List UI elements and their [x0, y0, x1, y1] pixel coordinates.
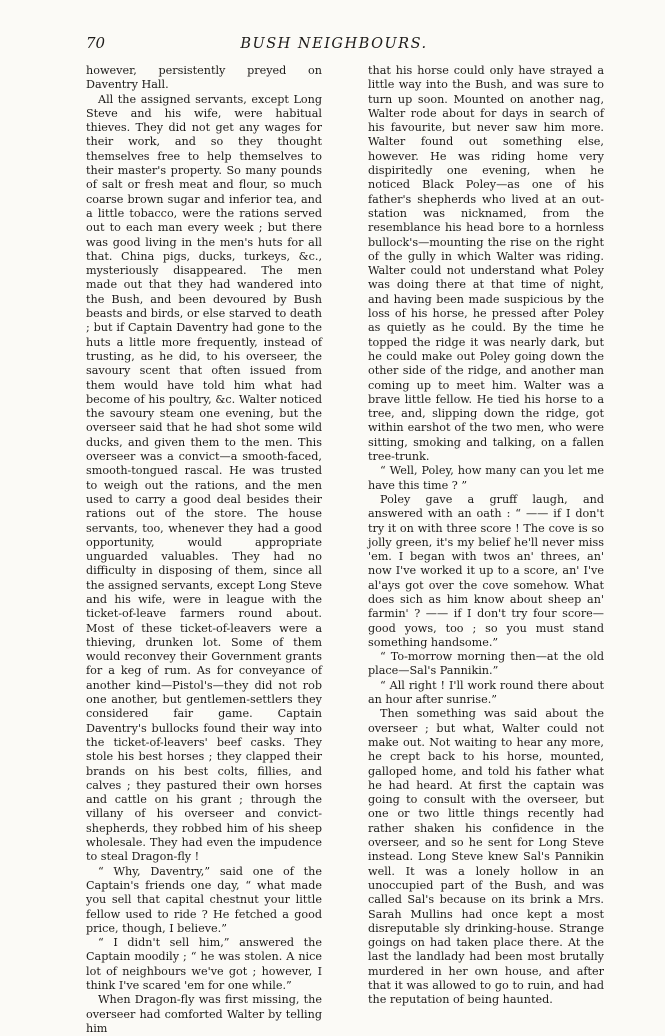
right-column — [368, 64, 604, 1008]
paragraph: “ I didn't sell him,” answered the Captain moodily ; “ he was stolen. A nice lot of neighbours we've got ; however, I think I've scared 'em for one while.” — [86, 936, 322, 992]
paragraph: When Dragon-fly was first missing, the overseer had comforted Walter by telling him — [86, 993, 322, 1035]
paragraph: “ Well, Poley, how many can you let me have this time ? ” — [368, 464, 604, 492]
page-number: 70 — [86, 34, 106, 52]
paragraph: “ Why, Daventry,” said one of the Captain's friends one day, “ what made you sell that capital chestnut your little fellow used to ride ? He fetched a good price, though, I believe.” — [86, 864, 322, 935]
running-title: BUSH NEIGHBOURS. — [240, 36, 428, 52]
paragraph: Poley gave a gruff laugh, and answered with an oath : “ —— if I don't try it on with three score ! The cove is so jolly green, it's my belief he'll never miss 'em. I began with twos an' threes, an' now I've worked it up to a score, an' I've al'ays got over the cove somehow. What does sich as him know about sheep an' farmin' ? —— if I don't try four score—good yows, too ; so you must stand something handsome.” — [368, 492, 604, 649]
paragraph: “ To-morrow morning then—at the old place—Sal's Pannikin.” — [368, 650, 604, 678]
left-column — [86, 64, 322, 1036]
page-header — [86, 34, 582, 60]
paragraph: “ All right ! I'll work round there about an hour after sunrise.” — [368, 678, 604, 707]
paragraph: however, persistently preyed on Daventry Hall. — [86, 64, 322, 92]
paragraph: Then something was said about the overseer ; but what, Walter could not make out. Not waiting to hear any more, he crept back to his horse, mounted, galloped home, and told his father what he had heard. At first the captain was going to consult with the overseer, but one or two little things recently had rather shaken his confidence in the overseer, and so he sent for Long Steve instead. Long Steve knew Sal's Pannikin well. It was a lonely hollow in an unoccupied part of the Bush, and was called Sal's because on its brink a Mrs. Sarah Mullins had once kept a most disreputable sly drinking-house. Strange goings on had taken place there. At the last the landlady had been most brutally murdered in her own house, and after that it was allowed to go to ruin, and had the reputation of being haunted. — [368, 707, 604, 1007]
paragraph: All the assigned servants, except Long Steve and his wife, were habitual thieves. They did not get any wages for their work, and so they thought themselves free to help themselves to their master's property. So many pounds of salt or fresh meat and flour, so much coarse brown sugar and inferior tea, and a little tobacco, were the rations served out to each man every week ; but there was good living in the men's huts for all that. China pigs, ducks, turkeys, &c., mysteriously disappeared. The men made out that they had wandered into the Bush, and been devoured by Bush beasts and birds, or else starved to death ; but if Captain Daventry had gone to the huts a little more frequently, instead of trusting, as he did, to his overseer, the savoury scent that often issued from them would have told him what had become of his poultry, &c. Walter noticed the savoury steam one evening, but the overseer said that he had shot some wild ducks, and given them to the men. This overseer was a convict—a smooth-faced, smooth-tongued rascal. He was trusted to weigh out the rations, and the men used to carry a good deal besides their rations out of the store. The house servants, too, whenever they had a good opportunity, would appropriate unguarded valuables. They had no difficulty in disposing of them, since all the assigned servants, except Long Steve and his wife, were in league with the ticket-of-leave farmers round about. Most of these ticket-of-leavers were a thieving, drunken lot. Some of them would reconvey their Government grants for a keg of rum. As for conveyance of another kind—Pistol's—they did not rob one another, but gentlemen-settlers they considered fair game. Captain Daventry's bullocks found their way into the ticket-of-leavers' beef casks. They stole his best horses ; they clapped their brands on his best colts, fillies, and calves ; they pastured their own horses and cattle on his grant ; through the villany of his overseer and convict-shepherds, they robbed him of his sheep wholesale. They had even the impudence to steal Dragon-fly ! — [86, 92, 322, 864]
paragraph: that his horse could only have strayed a little way into the Bush, and was sure to turn up soon. Mounted on another nag, Walter rode about for days in search of his favourite, but never saw him more. Walter found out something else, however. He was riding home very dispiritedly one evening, when he noticed Black Poley—as one of his father's shepherds who lived at an out-station was nicknamed, from the resemblance his head bore to a hornless bullock's—mounting the rise on the right of the gully in which Walter was riding. Walter could not understand what Poley was doing there at that time of night, and having been made suspicious by the loss of his horse, he pressed after Poley as quietly as he could. By the time he topped the ridge it was nearly dark, but he could make out Poley going down the other side of the ridge, and another man coming up to meet him. Walter was a brave little fellow. He tied his horse to a tree, and, slipping down the ridge, got within earshot of the two men, who were sitting, smoking and talking, on a fallen tree-trunk. — [368, 64, 604, 464]
